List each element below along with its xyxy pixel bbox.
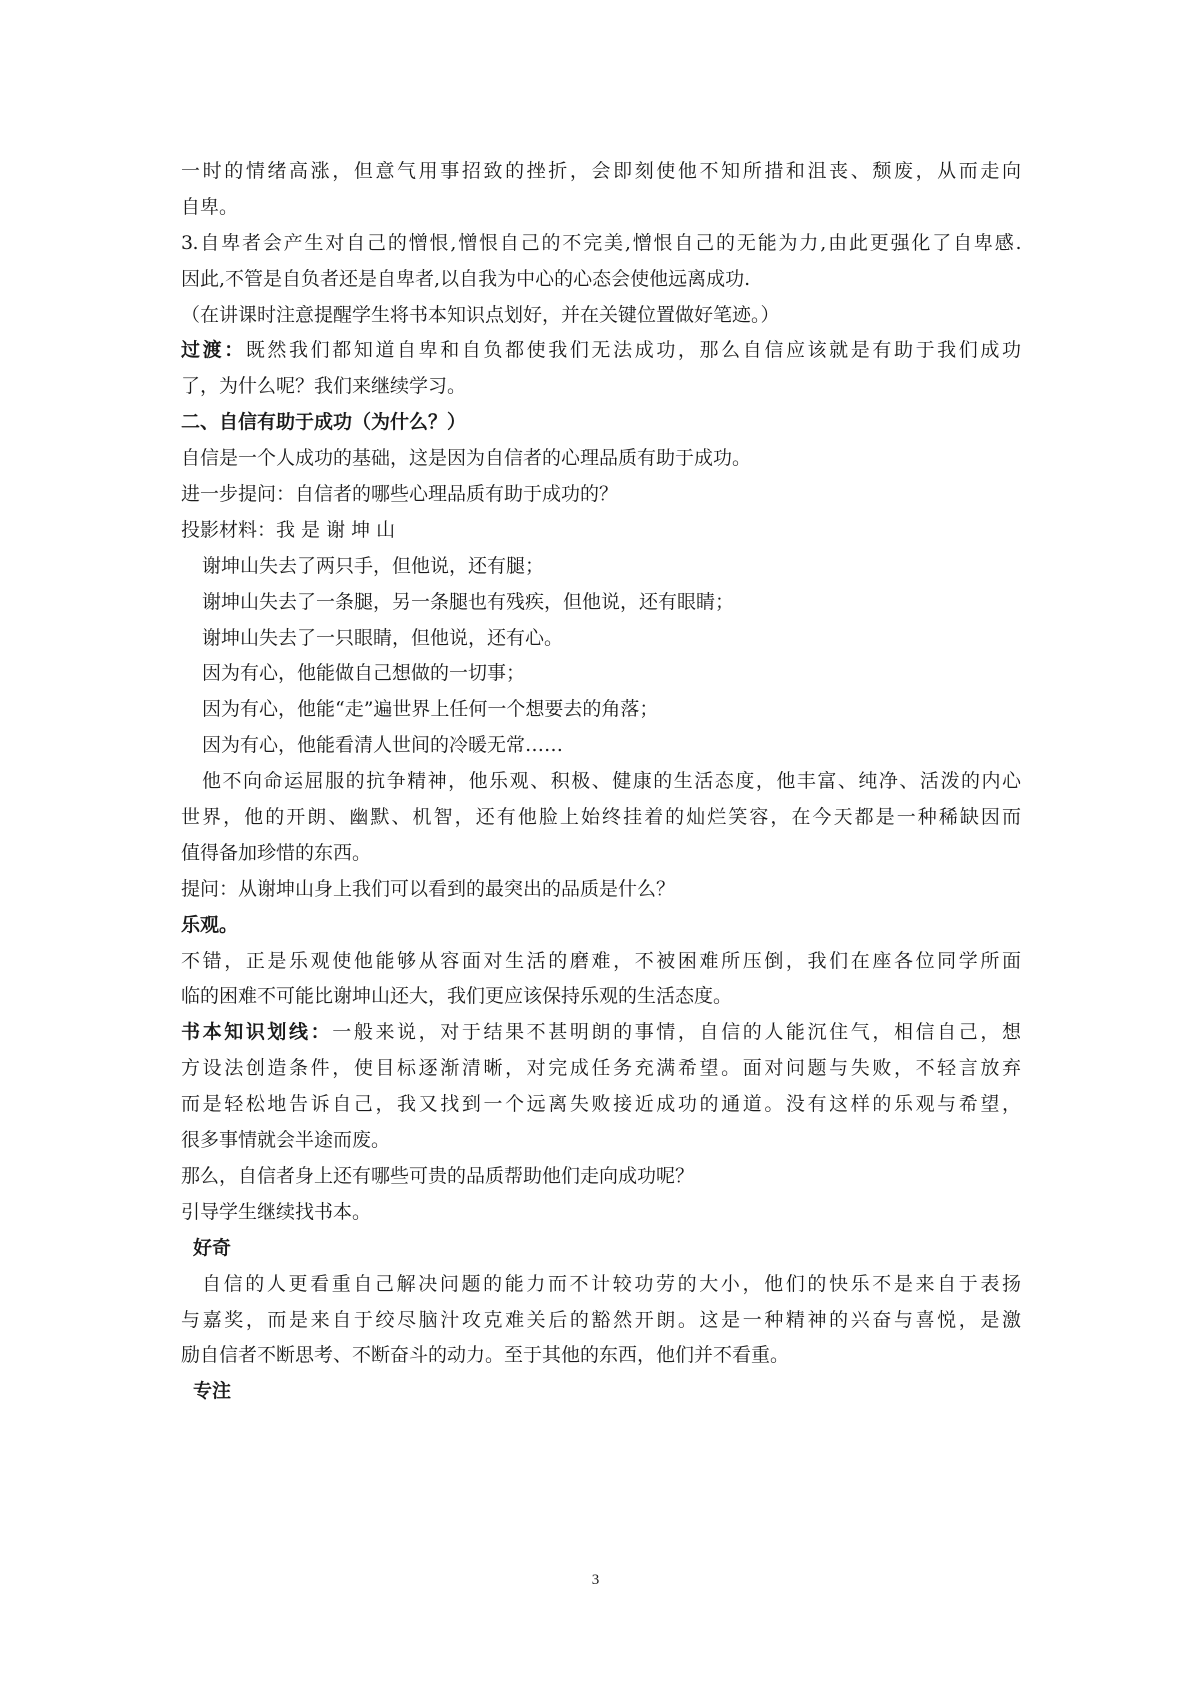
material-title: 投影材料：我 是 谢 坤 山: [181, 518, 396, 541]
paragraph-line: 3.自卑者会产生对自己的憎恨,憎恨自己的不完美,憎恨自己的无能为力,由此更强化了自卑感.: [181, 231, 1021, 254]
paragraph-line: 不错，正是乐观使他能够从容面对生活的磨难，不被困难所压倒，我们在座各位同学所面: [181, 949, 1021, 972]
subheading-focus: 专注: [193, 1380, 232, 1403]
poem-line: 谢坤山失去了一条腿，另一条腿也有残疾，但他说，还有眼睛；: [202, 590, 735, 613]
document-body: [181, 154, 1021, 1410]
paragraph-line: 而是轻松地告诉自己，我又找到一个远离失败接近成功的通道。没有这样的乐观与希望，: [181, 1093, 1021, 1116]
teaching-note: （在讲课时注意提醒学生将书本知识点划好，并在关键位置做好笔迹。）: [181, 303, 780, 326]
paragraph-line: 临的困难不可能比谢坤山还大，我们更应该保持乐观的生活态度。: [181, 985, 733, 1008]
textbook-label: 书本知识划线：: [181, 1021, 333, 1044]
transition-text: 既然我们都知道自卑和自负都使我们无法成功，那么自信应该就是有助于我们成功: [245, 339, 1021, 362]
question-line: 那么，自信者身上还有哪些可贵的品质帮助他们走向成功呢？: [181, 1164, 695, 1187]
answer-line: 乐观。: [181, 913, 239, 936]
poem-line: 谢坤山失去了两只手，但他说，还有腿；: [202, 554, 545, 577]
paragraph-line: 自信是一个人成功的基础，这是因为自信者的心理品质有助于成功。: [181, 447, 752, 470]
paragraph-line: 引导学生继续找书本。: [181, 1200, 372, 1223]
question-line: 进一步提问：自信者的哪些心理品质有助于成功的？: [181, 483, 619, 506]
paragraph-line: 他不向命运屈服的抗争精神，他乐观、积极、健康的生活态度，他丰富、纯净、活泼的内心: [202, 770, 1021, 793]
poem-line: 谢坤山失去了一只眼睛，但他说，还有心。: [202, 626, 564, 649]
paragraph-line: 了，为什么呢？我们来继续学习。: [181, 375, 467, 398]
paragraph-line: 很多事情就会半途而废。: [181, 1129, 391, 1152]
question-line: 提问：从谢坤山身上我们可以看到的最突出的品质是什么？: [181, 877, 676, 900]
poem-line: 因为有心，他能“走”遍世界上任何一个想要去的角落；: [202, 698, 659, 721]
paragraph-line: 值得备加珍惜的东西。: [181, 841, 372, 864]
poem-line: 因为有心，他能看清人世间的冷暖无常……: [202, 734, 564, 757]
transition-label: 过渡：: [181, 339, 246, 362]
paragraph-line: 自卑。: [181, 195, 239, 218]
paragraph-line: 世界，他的开朗、幽默、机智，还有他脸上始终挂着的灿烂笑容，在今天都是一种稀缺因而: [181, 806, 1021, 829]
page-number: 3: [591, 1572, 600, 1588]
textbook-line: [181, 1015, 1021, 1051]
paragraph-line: 方设法创造条件，使目标逐渐清晰，对完成任务充满希望。面对问题与失败，不轻言放弃: [181, 1057, 1021, 1080]
poem-line: 因为有心，他能做自己想做的一切事；: [202, 662, 526, 685]
transition-line: [181, 333, 1021, 369]
section-heading: 二、自信有助于成功（为什么？）: [181, 411, 467, 434]
paragraph-line: 一时的情绪高涨，但意气用事招致的挫折，会即刻使他不知所措和沮丧、颓废，从而走向: [181, 160, 1021, 182]
paragraph-line: 因此,不管是自负者还是自卑者,以自我为中心的心态会使他远离成功.: [181, 267, 751, 290]
subheading-curiosity: 好奇: [193, 1236, 232, 1259]
textbook-text: 一般来说，对于结果不甚明朗的事情，自信的人能沉住气，相信自己，想: [332, 1021, 1021, 1044]
paragraph-line: 励自信者不断思考、不断奋斗的动力。至于其他的东西，他们并不看重。: [181, 1344, 790, 1367]
paragraph-line: 自信的人更看重自己解决问题的能力而不计较功劳的大小，他们的快乐不是来自于表扬: [202, 1272, 1021, 1295]
paragraph-line: 与嘉奖，而是来自于绞尽脑汁攻克难关后的豁然开朗。这是一种精神的兴奋与喜悦，是激: [181, 1308, 1021, 1331]
